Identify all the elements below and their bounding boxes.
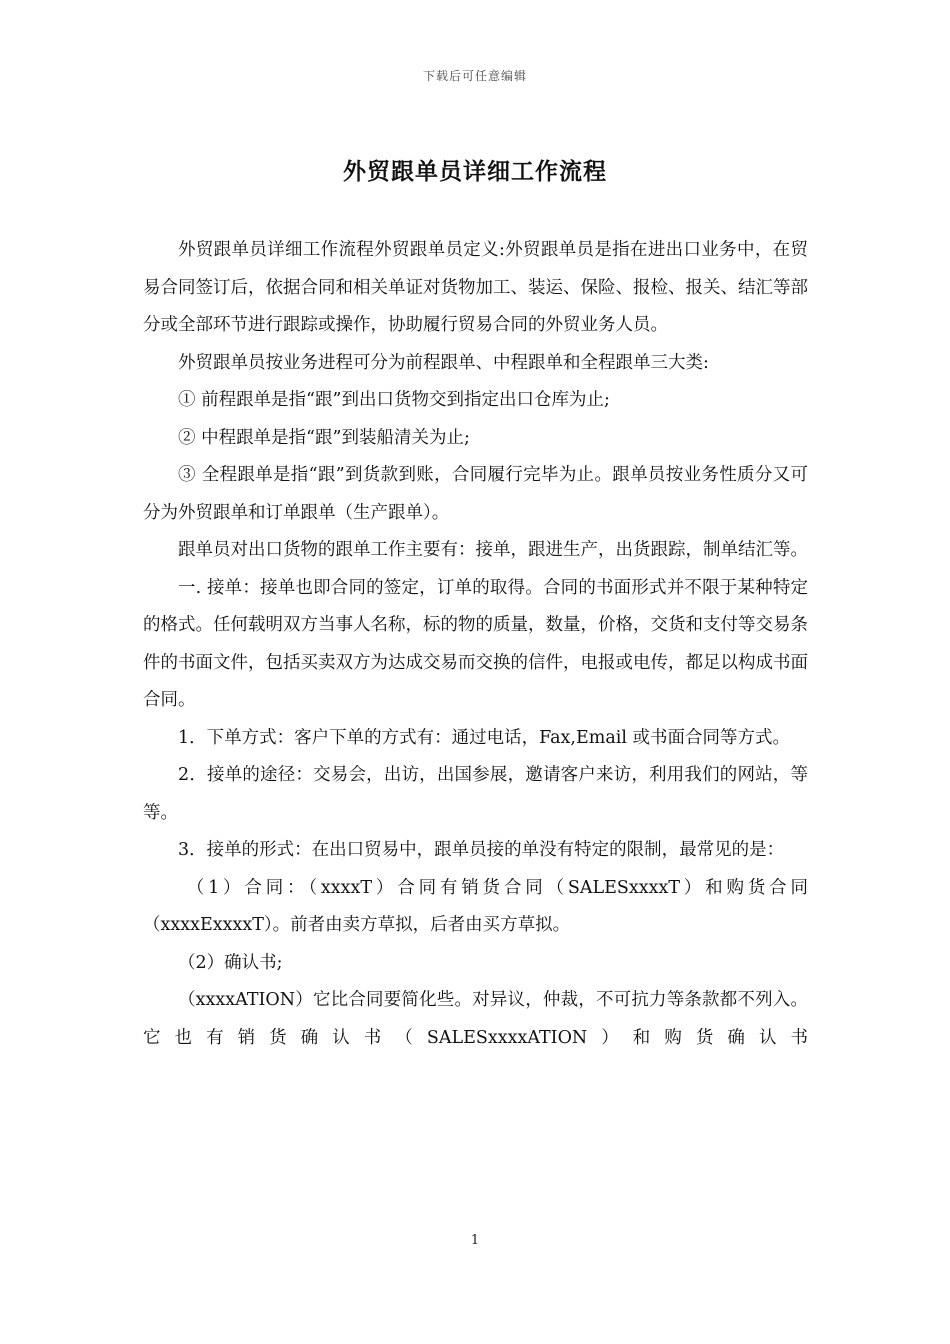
paragraph-confirmation: （2）确认书;	[178, 952, 283, 973]
paragraph-front-stage: ① 前程跟单是指“跟”到出口货物交到指定出口仓库为止;	[178, 390, 610, 410]
paragraph-order-method: 1．下单方式：客户下单的方式有：通过电话，Fax,Email 或书面合同等方式。	[178, 727, 791, 748]
paragraph-order-form: 3．接单的形式：在出口贸易中，跟单员接的单没有特定的限制，最常见的是：	[178, 840, 785, 860]
paragraph-main-work: 跟单员对出口货物的跟单工作主要有：接单，跟进生产，出货跟踪，制单结汇等。	[178, 540, 808, 560]
document-title: 外贸跟单员详细工作流程	[343, 158, 607, 185]
paragraph-full-stage: ③ 全程跟单是指“跟”到货款到账，合同履行完毕为止。跟单员按业务性质分又可分为外贸跟单和订单跟单（生产跟单）。	[143, 465, 808, 523]
paragraph-definition: 外贸跟单员详细工作流程外贸跟单员定义:外贸跟单员是指在进出口业务中，在贸易合同签订后，依据合同和相关单证对货物加工、装运、保险、报检、报关、结汇等部分或全部环节进行跟踪或操作，协助履行贸易合同的外贸业务人员。	[143, 240, 808, 335]
header-note: 下载后可任意编辑	[422, 69, 527, 83]
paragraph-categories: 外贸跟单员按业务进程可分为前程跟单、中程跟单和全程跟单三大类:	[178, 352, 709, 373]
paragraph-contract: （1）合同：（xxxxT）合同有销货合同（SALESxxxxT）和购货合同（xxxxExxxxT）。前者由卖方草拟，后者由买方草拟。	[143, 877, 808, 935]
paragraph-order-channel: 2．接单的途径：交易会，出访，出国参展，邀请客户来访，利用我们的网站，等等。	[143, 765, 808, 823]
paragraph-confirmation-detail: （xxxxATION）它比合同要简化些。对异议，仲裁，不可抗力等条款都不列入。它也有销货确认书（SALESxxxxATION）和购货确认书	[143, 990, 808, 1048]
paragraph-receive-order: 一. 接单：接单也即合同的签定，订单的取得。合同的书面形式并不限于某种特定的格式。任何载明双方当事人名称，标的物的质量，数量，价格，交货和支付等交易条件的书面文件，包括买卖双方为达成交易而交换的信件，电报或电传，都足以构成书面合同。	[143, 577, 808, 710]
page-number: 1	[470, 1233, 480, 1248]
paragraph-mid-stage: ② 中程跟单是指“跟”到装船清关为止;	[178, 427, 470, 448]
document-body	[143, 232, 808, 1057]
